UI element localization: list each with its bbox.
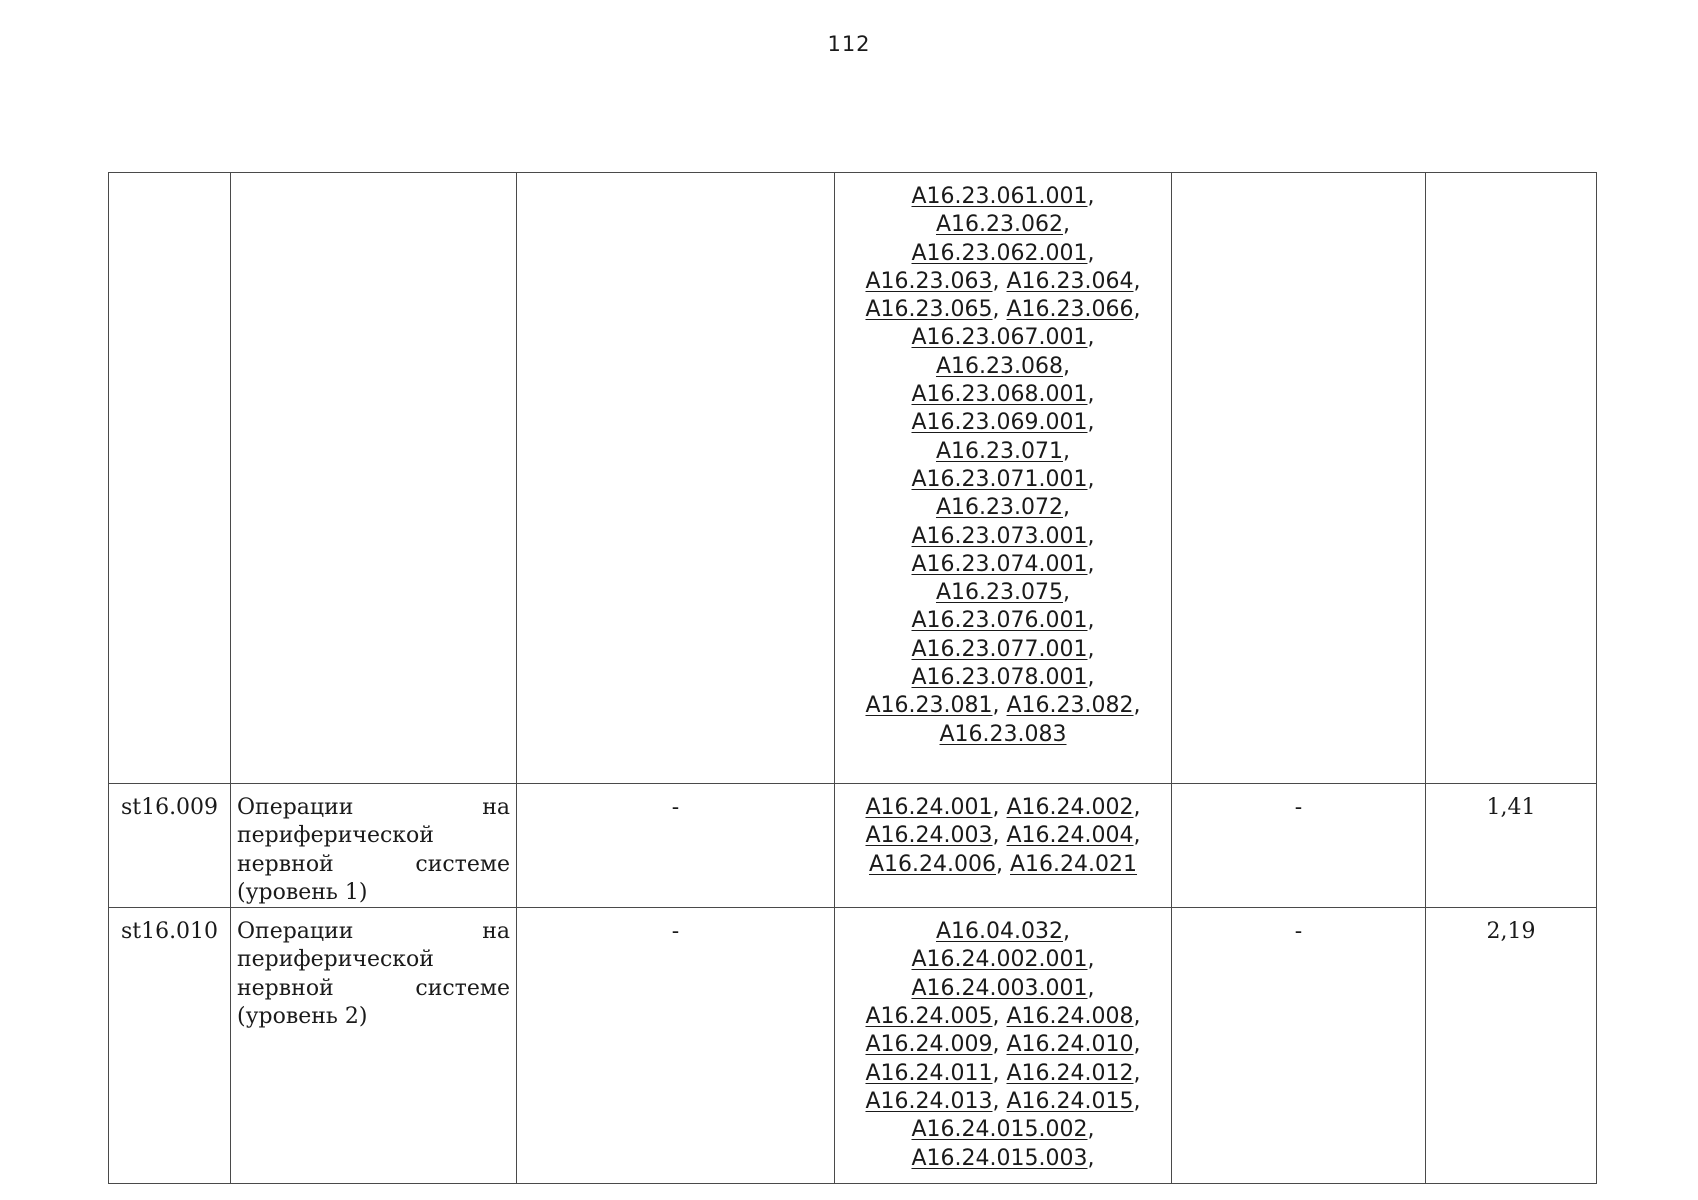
service-codes-line: A16.23.071.001, xyxy=(911,466,1095,492)
service-code-link[interactable]: A16.24.004 xyxy=(1006,823,1134,849)
other-criteria-cell xyxy=(1172,173,1426,784)
service-codes-line: A16.23.063, A16.23.064, xyxy=(865,268,1141,294)
diagnosis-code-cell: - xyxy=(517,784,835,908)
service-code-link[interactable]: A16.24.021 xyxy=(1010,851,1138,877)
service-codes-line: A16.23.073.001, xyxy=(911,523,1095,549)
service-codes-line: A16.23.071, xyxy=(935,438,1070,464)
service-code-link[interactable]: A16.24.010 xyxy=(1006,1032,1134,1058)
service-codes-line: A16.24.002.001, xyxy=(911,947,1095,973)
service-code-link[interactable]: A16.24.006 xyxy=(868,851,996,877)
service-code-link[interactable]: A16.23.082 xyxy=(1006,693,1134,719)
service-code-link[interactable]: A16.23.063 xyxy=(865,268,993,294)
service-codes-line: A16.23.076.001, xyxy=(911,608,1095,634)
service-code-link[interactable]: A16.23.064 xyxy=(1006,268,1134,294)
table-row xyxy=(109,908,1597,1184)
service-code-link[interactable]: A16.24.015 xyxy=(1006,1088,1134,1114)
service-codes-line: A16.23.077.001, xyxy=(911,636,1095,662)
service-code-link[interactable]: A16.24.013 xyxy=(865,1088,993,1114)
service-codes-cell xyxy=(835,784,1172,908)
service-code-link[interactable]: A16.24.012 xyxy=(1006,1060,1134,1086)
service-code-link[interactable]: A16.23.075 xyxy=(935,580,1063,606)
service-code-link[interactable]: A16.23.077.001 xyxy=(911,636,1088,662)
service-codes-line: A16.24.015.002, xyxy=(911,1117,1095,1143)
coefficient-cell xyxy=(1426,173,1597,784)
service-codes-line: A16.24.009, A16.24.010, xyxy=(865,1032,1141,1058)
service-code-link[interactable]: A16.23.066 xyxy=(1006,297,1134,323)
service-code-link[interactable]: A16.23.074.001 xyxy=(911,551,1088,577)
service-code-link[interactable]: A16.23.061.001 xyxy=(911,184,1088,209)
service-codes-line: A16.24.013, A16.24.015, xyxy=(865,1088,1141,1114)
service-code-link[interactable]: A16.23.072 xyxy=(935,495,1063,521)
service-code-link[interactable]: A16.24.008 xyxy=(1006,1004,1134,1030)
page-number: 112 xyxy=(827,32,871,56)
service-codes-line: A16.23.078.001, xyxy=(911,665,1095,691)
service-code-link[interactable]: A16.23.078.001 xyxy=(911,665,1088,691)
service-codes-line: A16.23.065, A16.23.066, xyxy=(865,297,1141,323)
service-code-link[interactable]: A16.24.001 xyxy=(865,795,993,820)
service-code-link[interactable]: A16.23.069.001 xyxy=(911,410,1088,436)
service-code-link[interactable]: A16.24.005 xyxy=(865,1004,993,1030)
service-code-link[interactable]: A16.23.068.001 xyxy=(911,382,1088,408)
ksg-code-cell xyxy=(109,173,231,784)
service-code-link[interactable]: A16.23.067.001 xyxy=(911,325,1088,351)
coefficient-cell: 2,19 xyxy=(1426,908,1597,1184)
service-codes-line: A16.24.006, A16.24.021 xyxy=(868,851,1138,877)
coefficient-cell: 1,41 xyxy=(1426,784,1597,908)
service-codes-line: A16.24.003, A16.24.004, xyxy=(865,823,1141,849)
tariff-table xyxy=(108,172,1597,1184)
service-code-link[interactable]: A16.23.076.001 xyxy=(911,608,1088,634)
ksg-name-cell xyxy=(231,173,517,784)
service-codes-cell xyxy=(835,173,1172,784)
service-codes-line: A16.23.061.001, xyxy=(911,184,1095,209)
diagnosis-code-cell: - xyxy=(517,908,835,1184)
service-code-link[interactable]: A16.04.032 xyxy=(935,919,1063,945)
service-code-link[interactable]: A16.24.015.002 xyxy=(911,1117,1088,1143)
service-code-link[interactable]: A16.23.073.001 xyxy=(911,523,1088,549)
service-codes-line: A16.24.015.003, xyxy=(911,1145,1095,1171)
service-codes-line: A16.24.005, A16.24.008, xyxy=(865,1004,1141,1030)
service-code-link[interactable]: A16.23.062 xyxy=(935,212,1063,238)
service-code-link[interactable]: A16.23.068 xyxy=(935,353,1063,379)
ksg-name-cell: Операции на периферической нервной системе (уровень 2) xyxy=(231,908,517,1184)
service-code-link[interactable]: A16.24.003 xyxy=(865,823,993,849)
service-code-link[interactable]: A16.23.081 xyxy=(865,693,993,719)
ksg-name-cell: Операции на периферической нервной системе (уровень 1) xyxy=(231,784,517,908)
other-criteria-cell: - xyxy=(1172,908,1426,1184)
service-code-link[interactable]: A16.23.062.001 xyxy=(911,240,1088,266)
service-code-link[interactable]: A16.24.002 xyxy=(1006,795,1134,820)
table-row xyxy=(109,173,1597,784)
ksg-code-cell: st16.009 xyxy=(109,784,231,908)
service-code-link[interactable]: A16.24.002.001 xyxy=(911,947,1088,973)
service-codes-line: A16.23.081, A16.23.082, xyxy=(865,693,1141,719)
service-codes-line: A16.23.068.001, xyxy=(911,382,1095,408)
service-codes-line: A16.23.075, xyxy=(935,580,1070,606)
diagnosis-code-cell xyxy=(517,173,835,784)
service-codes-line: A16.24.001, A16.24.002, xyxy=(865,795,1141,820)
service-codes-cell xyxy=(835,908,1172,1184)
service-code-link[interactable]: A16.24.009 xyxy=(865,1032,993,1058)
service-code-link[interactable]: A16.24.011 xyxy=(865,1060,993,1086)
service-codes-line: A16.04.032, xyxy=(935,919,1070,945)
service-code-link[interactable]: A16.23.071.001 xyxy=(911,466,1088,492)
table-row xyxy=(109,784,1597,908)
ksg-code-cell: st16.010 xyxy=(109,908,231,1184)
service-codes-line: A16.23.067.001, xyxy=(911,325,1095,351)
other-criteria-cell: - xyxy=(1172,784,1426,908)
service-codes-line xyxy=(841,721,1165,749)
service-codes-line: A16.23.072, xyxy=(935,495,1070,521)
service-codes-line: A16.23.062, xyxy=(935,212,1070,238)
service-codes-line: A16.24.011, A16.24.012, xyxy=(865,1060,1141,1086)
service-codes-line: A16.24.003.001, xyxy=(911,975,1095,1001)
service-code-link[interactable]: A16.23.071 xyxy=(935,438,1063,464)
service-code-link[interactable]: A16.24.015.003 xyxy=(911,1145,1088,1171)
service-codes-line: A16.23.068, xyxy=(935,353,1070,379)
service-codes-line: A16.23.062.001, xyxy=(911,240,1095,266)
service-code-link[interactable]: A16.24.003.001 xyxy=(911,975,1088,1001)
service-code-link[interactable]: A16.23.083 xyxy=(939,721,1067,747)
service-code-link[interactable]: A16.23.065 xyxy=(865,297,993,323)
service-codes-line: A16.23.074.001, xyxy=(911,551,1095,577)
service-codes-line: A16.23.069.001, xyxy=(911,410,1095,436)
